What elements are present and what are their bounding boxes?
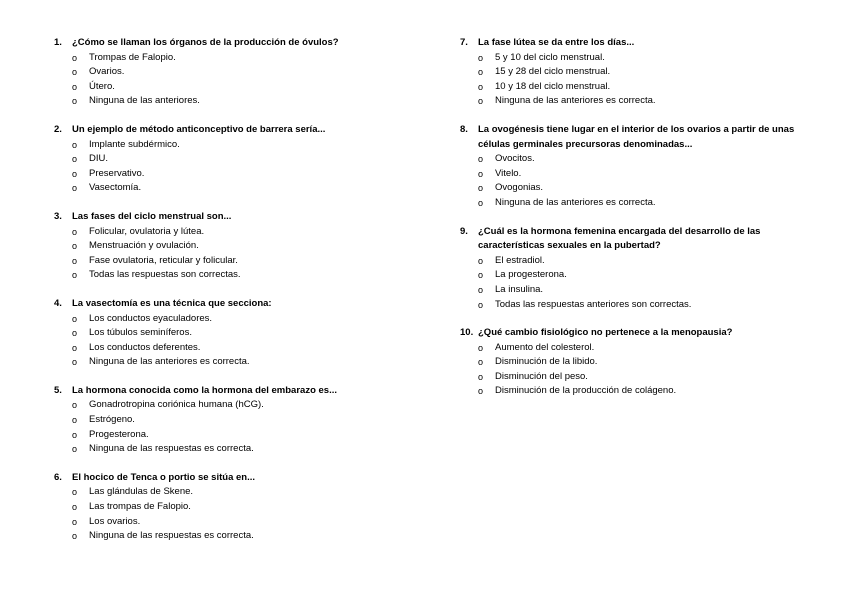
question-4 bbox=[54, 297, 424, 370]
option-item bbox=[478, 341, 805, 356]
option-text: Ninguna de las anteriores. bbox=[89, 95, 200, 107]
option-item bbox=[478, 152, 805, 167]
question-number: 8. bbox=[460, 123, 468, 135]
option-text: 5 y 10 del ciclo menstrual. bbox=[495, 51, 605, 63]
option-item bbox=[478, 268, 805, 283]
option-list bbox=[54, 225, 424, 283]
question-number: 6. bbox=[54, 471, 62, 483]
option-item bbox=[72, 65, 424, 80]
option-text: Los conductos deferentes. bbox=[89, 341, 201, 353]
option-list bbox=[54, 485, 424, 543]
option-item bbox=[72, 312, 424, 327]
option-item bbox=[478, 51, 805, 66]
bullet-icon: o bbox=[72, 183, 78, 194]
option-list bbox=[54, 51, 424, 109]
option-item bbox=[72, 341, 424, 356]
option-item bbox=[478, 298, 805, 313]
question-1 bbox=[54, 36, 424, 109]
option-item bbox=[478, 94, 805, 109]
question-2 bbox=[54, 123, 424, 196]
option-text: DIU. bbox=[89, 153, 108, 165]
option-text: El estradiol. bbox=[495, 254, 545, 266]
bullet-icon: o bbox=[72, 400, 78, 411]
option-item bbox=[72, 167, 424, 182]
bullet-icon: o bbox=[72, 444, 78, 455]
bullet-icon: o bbox=[72, 531, 78, 542]
option-text: Disminución de la producción de colágeno. bbox=[495, 385, 677, 397]
question-text: Un ejemplo de método anticonceptivo de barrera sería... bbox=[72, 123, 326, 135]
bullet-icon: o bbox=[478, 81, 484, 92]
option-list bbox=[54, 312, 424, 370]
option-list bbox=[54, 138, 424, 196]
question-10 bbox=[460, 326, 805, 399]
option-item bbox=[478, 355, 805, 370]
option-text: Disminución del peso. bbox=[495, 370, 588, 382]
option-text: Trompas de Falopio. bbox=[89, 51, 176, 63]
bullet-icon: o bbox=[478, 284, 484, 295]
bullet-icon: o bbox=[72, 270, 78, 281]
option-text: Ovocitos. bbox=[495, 153, 535, 165]
option-item bbox=[72, 428, 424, 443]
question-5 bbox=[54, 384, 424, 457]
option-list bbox=[460, 254, 805, 312]
bullet-icon: o bbox=[72, 328, 78, 339]
question-text: La vasectomía es una técnica que secciona: bbox=[72, 297, 272, 309]
option-text: Disminución de la libido. bbox=[495, 356, 598, 368]
bullet-icon: o bbox=[72, 255, 78, 266]
option-text: La insulina. bbox=[495, 283, 544, 295]
option-item bbox=[72, 485, 424, 500]
option-item bbox=[478, 384, 805, 399]
option-text: Vasectomía. bbox=[89, 182, 142, 194]
bullet-icon: o bbox=[72, 342, 78, 353]
bullet-icon: o bbox=[72, 96, 78, 107]
option-text: Ninguna de las respuestas es correcta. bbox=[89, 443, 254, 455]
option-item bbox=[72, 442, 424, 457]
question-text: ¿Qué cambio fisiológico no pertenece a la menopausia? bbox=[478, 327, 733, 339]
option-item bbox=[478, 167, 805, 182]
option-list bbox=[460, 51, 805, 109]
bullet-icon: o bbox=[478, 52, 484, 63]
question-text: El hocico de Tenca o portio se sitúa en... bbox=[72, 471, 256, 483]
question-number: 10. bbox=[460, 327, 474, 339]
bullet-icon: o bbox=[72, 226, 78, 237]
question-number: 4. bbox=[54, 297, 62, 309]
option-text: Ninguna de las respuestas es correcta. bbox=[89, 530, 254, 542]
option-item bbox=[72, 326, 424, 341]
bullet-icon: o bbox=[478, 270, 484, 281]
bullet-icon: o bbox=[72, 67, 78, 78]
question-number: 2. bbox=[54, 123, 62, 135]
bullet-icon: o bbox=[72, 154, 78, 165]
option-text: Ovarios. bbox=[89, 66, 125, 78]
option-item bbox=[72, 529, 424, 544]
bullet-icon: o bbox=[478, 299, 484, 310]
bullet-icon: o bbox=[478, 67, 484, 78]
question-7 bbox=[460, 36, 805, 109]
bullet-icon: o bbox=[72, 313, 78, 324]
option-item bbox=[72, 239, 424, 254]
option-text: Vitelo. bbox=[495, 167, 522, 179]
bullet-icon: o bbox=[478, 154, 484, 165]
option-text: Ninguna de las anteriores es correcta. bbox=[89, 356, 250, 368]
bullet-icon: o bbox=[72, 487, 78, 498]
option-list bbox=[460, 152, 805, 210]
option-text: Ninguna de las anteriores es correcta. bbox=[495, 95, 656, 107]
bullet-icon: o bbox=[478, 197, 484, 208]
option-text: Todas las respuestas anteriores son correctas. bbox=[495, 298, 692, 310]
option-item bbox=[478, 181, 805, 196]
option-text: Los conductos eyaculadores. bbox=[89, 312, 213, 324]
option-item bbox=[72, 138, 424, 153]
option-item bbox=[72, 152, 424, 167]
question-number: 1. bbox=[54, 37, 62, 48]
question-text: ¿Cómo se llaman los órganos de la producción de óvulos? bbox=[72, 37, 339, 48]
option-text: Menstruación y ovulación. bbox=[89, 240, 199, 252]
option-text: Ninguna de las anteriores es correcta. bbox=[495, 196, 656, 208]
bullet-icon: o bbox=[478, 183, 484, 194]
option-text: Folicular, ovulatoria y lútea. bbox=[89, 225, 205, 237]
right-column bbox=[460, 36, 805, 413]
option-text: Fase ovulatoria, reticular y folicular. bbox=[89, 254, 238, 266]
bullet-icon: o bbox=[72, 52, 78, 63]
bullet-icon: o bbox=[478, 386, 484, 397]
option-item bbox=[72, 515, 424, 530]
bullet-icon: o bbox=[72, 429, 78, 440]
option-text: Preservativo. bbox=[89, 167, 145, 179]
option-text: Los túbulos seminíferos. bbox=[89, 327, 192, 339]
bullet-icon: o bbox=[72, 241, 78, 252]
option-list bbox=[460, 341, 805, 399]
option-text: Estrógeno. bbox=[89, 414, 135, 426]
option-text: Las trompas de Falopio. bbox=[89, 501, 191, 513]
bullet-icon: o bbox=[478, 371, 484, 382]
question-text: Las fases del ciclo menstrual son... bbox=[72, 210, 232, 222]
option-item bbox=[72, 500, 424, 515]
option-text: Progesterona. bbox=[89, 428, 149, 440]
option-item bbox=[478, 196, 805, 211]
question-number: 3. bbox=[54, 210, 62, 222]
bullet-icon: o bbox=[72, 357, 78, 368]
question-text: La fase lútea se da entre los días... bbox=[478, 37, 635, 48]
option-item bbox=[478, 65, 805, 80]
option-text: Gonadrotropina coriónica humana (hCG). bbox=[89, 399, 264, 411]
option-item bbox=[478, 80, 805, 95]
option-item bbox=[72, 225, 424, 240]
bullet-icon: o bbox=[478, 96, 484, 107]
option-list bbox=[54, 398, 424, 456]
option-text: Implante subdérmico. bbox=[89, 138, 180, 150]
option-text: Útero. bbox=[89, 80, 115, 92]
option-item bbox=[72, 94, 424, 109]
bullet-icon: o bbox=[72, 502, 78, 513]
option-text: 15 y 28 del ciclo menstrual. bbox=[495, 66, 611, 78]
option-item bbox=[72, 254, 424, 269]
question-number: 5. bbox=[54, 384, 62, 396]
option-item bbox=[478, 370, 805, 385]
question-3 bbox=[54, 210, 424, 283]
option-item bbox=[72, 181, 424, 196]
question-8 bbox=[460, 123, 805, 211]
option-text: Ovogonias. bbox=[495, 182, 544, 194]
option-item bbox=[478, 254, 805, 269]
question-6 bbox=[54, 471, 424, 544]
option-item bbox=[72, 398, 424, 413]
option-text: La progesterona. bbox=[495, 269, 567, 281]
option-item bbox=[72, 268, 424, 283]
bullet-icon: o bbox=[72, 415, 78, 426]
left-column bbox=[54, 36, 424, 558]
question-number: 7. bbox=[460, 37, 468, 48]
option-item bbox=[72, 413, 424, 428]
bullet-icon: o bbox=[478, 255, 484, 266]
option-text: Las glándulas de Skene. bbox=[89, 486, 194, 498]
option-text: 10 y 18 del ciclo menstrual. bbox=[495, 80, 611, 92]
bullet-icon: o bbox=[72, 168, 78, 179]
question-9 bbox=[460, 225, 805, 313]
option-text: Todas las respuestas son correctas. bbox=[89, 269, 241, 281]
bullet-icon: o bbox=[478, 357, 484, 368]
question-number: 9. bbox=[460, 225, 468, 237]
option-text: Aumento del colesterol. bbox=[495, 341, 595, 353]
bullet-icon: o bbox=[72, 139, 78, 150]
bullet-icon: o bbox=[478, 168, 484, 179]
question-text: La ovogénesis tiene lugar en el interior de los ovarios a partir de unas células germinales precursoras denominadas... bbox=[478, 123, 795, 150]
option-item bbox=[478, 283, 805, 298]
option-item bbox=[72, 51, 424, 66]
option-text: Los ovarios. bbox=[89, 515, 141, 527]
bullet-icon: o bbox=[478, 342, 484, 353]
bullet-icon: o bbox=[72, 516, 78, 527]
option-item bbox=[72, 80, 424, 95]
bullet-icon: o bbox=[72, 81, 78, 92]
option-item bbox=[72, 355, 424, 370]
question-text: ¿Cuál es la hormona femenina encargada del desarrollo de las características sexuales en la pubertad? bbox=[478, 225, 761, 252]
question-text: La hormona conocida como la hormona del embarazo es... bbox=[72, 384, 338, 396]
